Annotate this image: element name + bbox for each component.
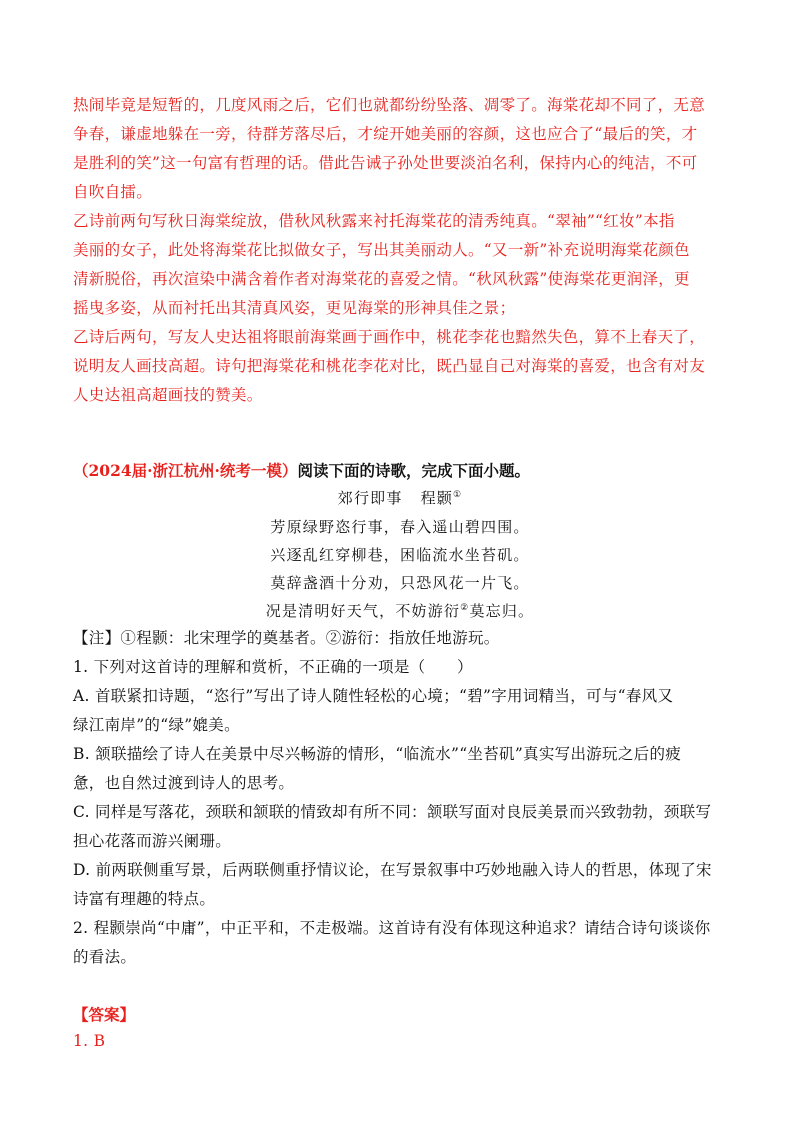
question-source: （2024届·浙江杭州·统考一模） <box>73 461 298 480</box>
question-line: D. 前两联侧重写景，后两联侧重抒情议论，在写景叙事中巧妙地融入诗人的哲思，体现了宋 <box>73 861 712 879</box>
question-instruction: 阅读下面的诗歌，完成下面小题。 <box>297 461 530 480</box>
poem-title: 郊行即事 <box>337 489 403 507</box>
analysis-line: 自吹自擂。 <box>73 183 153 201</box>
question-line: C. 同样是写落花，颈联和颔联的情致却有所不同：颔联写面对良辰美景而兴致勃勃，颈联写 <box>73 803 712 821</box>
analysis-line: 争春，谦虚地躲在一旁，待群芳落尽后，才绽开她美丽的容颜，这也应合了“最后的笑，才 <box>73 125 698 143</box>
question-header <box>73 459 530 481</box>
poem-last-line-end: 莫忘归。 <box>469 602 535 620</box>
poem-line-note: ② <box>460 603 470 613</box>
poem-notes: 【注】①程颢：北宋理学的奠基者。②游衍：指放任地游玩。 <box>73 629 500 647</box>
question-line: 惫，也自然过渡到诗人的思考。 <box>73 774 295 792</box>
question-line: 1. 下列对这首诗的理解和赏析，不正确的一项是（ ） <box>73 658 473 676</box>
question-line: 担心花落而游兴阑珊。 <box>73 832 232 850</box>
question-line: B. 颔联描绘了诗人在美景中尽兴畅游的情形，“临流水”“坐苔矶”真实写出游玩之后的疲 <box>73 745 682 763</box>
poem-title-line <box>0 487 800 508</box>
poem-line <box>0 600 800 621</box>
question-line: 诗富有理趣的特点。 <box>73 890 216 908</box>
analysis-line: 人史达祖高超画技的赞美。 <box>73 386 263 404</box>
analysis-line: 摇曳多姿，从而衬托出其清真风姿，更见海棠的形神具佳之景； <box>73 299 516 317</box>
analysis-line: 清新脱俗，再次渲染中满含着作者对海棠花的喜爱之情。“秋风秋露”使海棠花更润泽，更 <box>73 270 690 288</box>
poem-author-note: ① <box>452 490 463 500</box>
question-line: A. 首联紧扣诗题，“恣行”写出了诗人随性轻松的心境；“碧”字用词精当，可与“春风又 <box>73 687 674 705</box>
analysis-line: 美丽的女子，此处将海棠花比拟做女子，写出其美丽动人。“又一新”补充说明海棠花颜色 <box>73 241 690 259</box>
question-line: 绿江南岸”的“绿”媲美。 <box>73 716 240 734</box>
poem-author: 程颢 <box>420 489 453 507</box>
analysis-line: 是胜利的笑”这一句富有哲理的话。借此告诫子孙处世要淡泊名利，保持内心的纯洁，不可 <box>73 154 698 172</box>
analysis-line: 乙诗后两句，写友人史达祖将眼前海棠画于画作中，桃花李花也黯然失色，算不上春天了， <box>73 328 706 346</box>
analysis-line: 说明友人画技高超。诗句把海棠花和桃花李花对比，既凸显自己对海棠的喜爱，也含有对友 <box>73 357 706 375</box>
poem-line: 芳原绿野恣行事，春入遥山碧四围。 <box>270 518 530 536</box>
answer-value: 1. B <box>73 1032 106 1050</box>
analysis-line: 乙诗前两句写秋日海棠绽放，借秋风秋露来衬托海棠花的清秀纯真。“翠袖”“红妆”本指 <box>73 212 675 230</box>
poem-line: 莫辞盏酒十分劝，只恐风花一片飞。 <box>270 574 530 592</box>
poem-line: 兴逐乱红穿柳巷，困临流水坐苔矶。 <box>270 546 530 564</box>
question-line: 2. 程颢崇尚“中庸”，中正平和，不走极端。这首诗有没有体现这种追求？请结合诗句谈谈你 <box>73 919 711 937</box>
question-line: 的看法。 <box>73 948 137 966</box>
answer-header: 【答案】 <box>73 1005 136 1024</box>
poem-last-line-start: 况是清明好天气，不妨游衍 <box>265 602 461 620</box>
analysis-line: 热闹毕竟是短暂的，几度风雨之后，它们也就都纷纷坠落、凋零了。海棠花却不同了，无意 <box>73 96 706 114</box>
